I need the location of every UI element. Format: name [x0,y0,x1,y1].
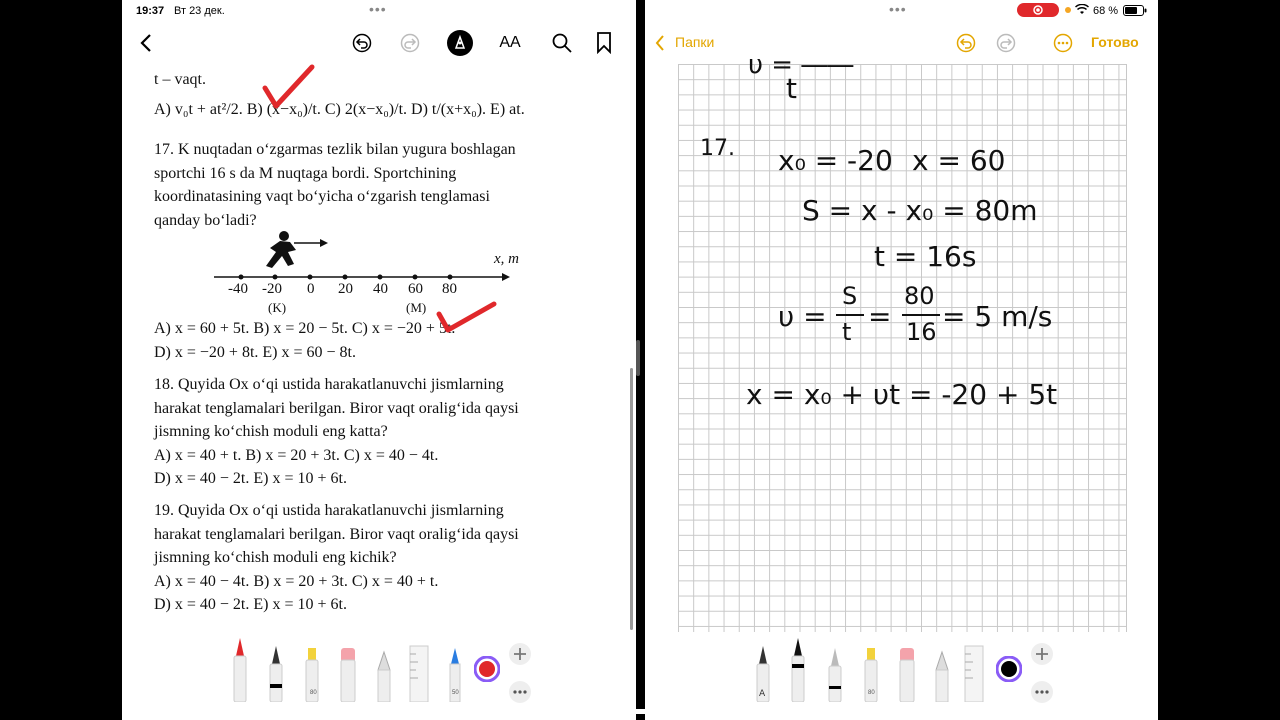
lasso-tool[interactable] [376,650,392,702]
problem18-answers-1: A) x = 40 + t. B) x = 20 + 3t. C) x = 40 − 4t. [154,446,439,464]
notes-velocity-s: S [842,282,858,310]
back-button[interactable] [132,28,160,58]
redo-icon [400,33,420,53]
problem17-line-3: koordinatasining vaqt bo‘yicha o‘zgarish tenglamasi [154,188,490,205]
markup-button[interactable] [446,28,474,58]
tick-label: 40 [373,281,388,297]
eraser-tool[interactable] [339,646,357,702]
problem17-answers-2: D) x = −20 + 8t. E) x = 60 − 8t. [154,344,356,361]
notes-top-partial: υ = ―― [748,50,854,80]
problem17-line-2: sportchi 16 s da M nuqtaga bordi. Sportchining [154,164,457,182]
redo-button[interactable] [396,28,424,58]
problem17-line-4: qanday bo‘ladi? [154,211,257,229]
notes-pane: ••• 68 % Папки Готово υ = ―― t 17. x₀ = -20 x = 60 S = x - x₀ = 80m t = 16s υ = S t = 80 16 = 5 m/s x = x₀ + υt = -20 + 5t A 80 [645,0,1158,720]
markup-pen-icon [447,30,473,56]
red-checkmark-icon [436,296,498,334]
battery-icon [1123,5,1147,16]
problem19-line-3: jismning ko‘chish moduli eng kichik? [154,549,397,566]
notes-velocity-lhs: υ = [778,300,827,333]
pdf-reader-pane [122,0,636,720]
wifi-icon [1075,4,1089,15]
notes-equation: x = x₀ + υt = -20 + 5t [746,378,1058,411]
tick-label: -20 [262,281,282,297]
notes-velocity-80: 80 [904,282,935,310]
problem18-line-3: jismning ko‘chish moduli eng katta? [154,423,388,440]
status-time: 19:37 [136,5,165,17]
add-tool-icon[interactable] [508,642,532,666]
ruler-tool[interactable] [963,644,985,702]
fineliner-tool-selected[interactable] [790,636,806,702]
scrollbar[interactable] [630,368,633,630]
problem17-line-1: 17. K nuqtadan o‘zgarmas tezlik bilan yugura boshlagan [154,141,516,158]
status-date: Вт 23 дек. [174,5,225,17]
ruler-tool[interactable] [408,644,430,702]
axis-label: x, m [494,251,519,267]
chevron-left-icon [655,35,665,51]
runner-icon [266,231,328,268]
more-options-icon[interactable] [508,680,532,704]
pen-tool[interactable] [755,644,771,702]
notes-line-x0: x₀ = -20 [778,144,893,177]
problem18-answers-2: D) x = 40 − 2t. E) x = 10 + 6t. [154,470,347,487]
reader-toolbar [122,28,636,60]
multitask-dots-icon[interactable]: ••• [889,1,907,17]
undo-icon [352,33,372,53]
problem18-line-2: harakat tenglamalari berilgan. Biror vaqt oralig‘ida qaysi [154,399,519,417]
problem19-answers-2: D) x = 40 − 2t. E) x = 10 + 6t. [154,596,347,613]
problem16-line: t – vaqt. [154,71,206,88]
tick-label: 80 [442,281,457,297]
chevron-left-icon [140,34,152,52]
pen-tool-red[interactable] [232,636,248,702]
notes-line-x: x = 60 [912,144,1006,177]
notes-problem-number: 17. [700,136,735,161]
screen-recording-icon[interactable] [1017,3,1059,17]
done-button[interactable]: Готово [1091,34,1139,50]
home-indicator[interactable] [502,709,778,714]
battery-percent: 68 % [1093,5,1119,17]
problem19-answers-1: A) x = 40 − 4t. B) x = 20 + 3t. C) x = 40 + t. [154,572,439,590]
split-view-divider[interactable] [636,340,640,376]
bookmark-icon [596,32,612,54]
problem16-answers: A) v₀t + at²/2. B) (x−x₀)/t. C) 2(x−x₀)/t. D) t/(x+x₀). E) at. [154,101,525,118]
eraser-tool[interactable] [898,646,916,702]
notes-velocity-rhs: = 5 m/s [942,300,1053,333]
problem18-line-1: 18. Quyida Ox o‘qi ustida harakatlanuvchi jismlarning [154,376,504,393]
color-picker-icon[interactable] [996,656,1022,682]
multitask-dots-icon[interactable]: ••• [369,1,387,17]
red-checkmark-icon [262,64,316,110]
tick-label: 20 [338,281,353,297]
svg-text:A: A [759,689,766,699]
problem17-answers-1: A) x = 60 + 5t. B) x = 20 − 5t. C) x = −20 + 5t. [154,320,456,337]
notes-line-t: t = 16s [874,240,977,273]
tick-label: 60 [408,281,423,297]
add-tool-icon[interactable] [1030,642,1054,666]
more-options-icon[interactable] [1030,680,1054,704]
lasso-tool[interactable] [934,650,950,702]
mic-indicator-icon [1065,7,1071,13]
notes-top-partial-t: t [786,72,797,105]
search-icon [552,33,572,53]
bookmark-button[interactable] [590,28,618,58]
undo-button[interactable] [348,28,376,58]
redo-icon[interactable] [996,33,1016,53]
fineliner-tool[interactable] [268,644,284,702]
tick-label: 0 [307,281,315,297]
notes-line-s: S = x - x₀ = 80m [802,194,1038,227]
notes-canvas[interactable] [678,50,1127,632]
search-button[interactable] [548,28,576,58]
notes-velocity-16: 16 [906,318,937,346]
status-bar [645,0,1158,22]
notes-velocity-t: t [842,318,852,346]
pencil-toolbar: 80 50 [122,632,636,720]
point-m-label: (M) [406,300,427,315]
notes-velocity-eq: = [868,300,892,333]
more-options-icon[interactable] [1053,33,1073,53]
color-picker-icon[interactable] [474,656,500,682]
text-size-button[interactable]: AA [499,34,521,51]
problem19-line-2: harakat tenglamalari berilgan. Biror vaqt oralig‘ida qaysi [154,525,519,543]
pdf-page [122,62,628,632]
status-bar [122,0,636,22]
point-k-label: (K) [268,300,287,315]
pencil-toolbar: A 80 [645,632,1158,720]
undo-icon[interactable] [956,33,976,53]
problem19-line-1: 19. Quyida Ox o‘qi ustida harakatlanuvchi jismlarning [154,502,504,519]
pencil-tool[interactable] [827,646,843,702]
tick-label: -40 [228,281,248,297]
